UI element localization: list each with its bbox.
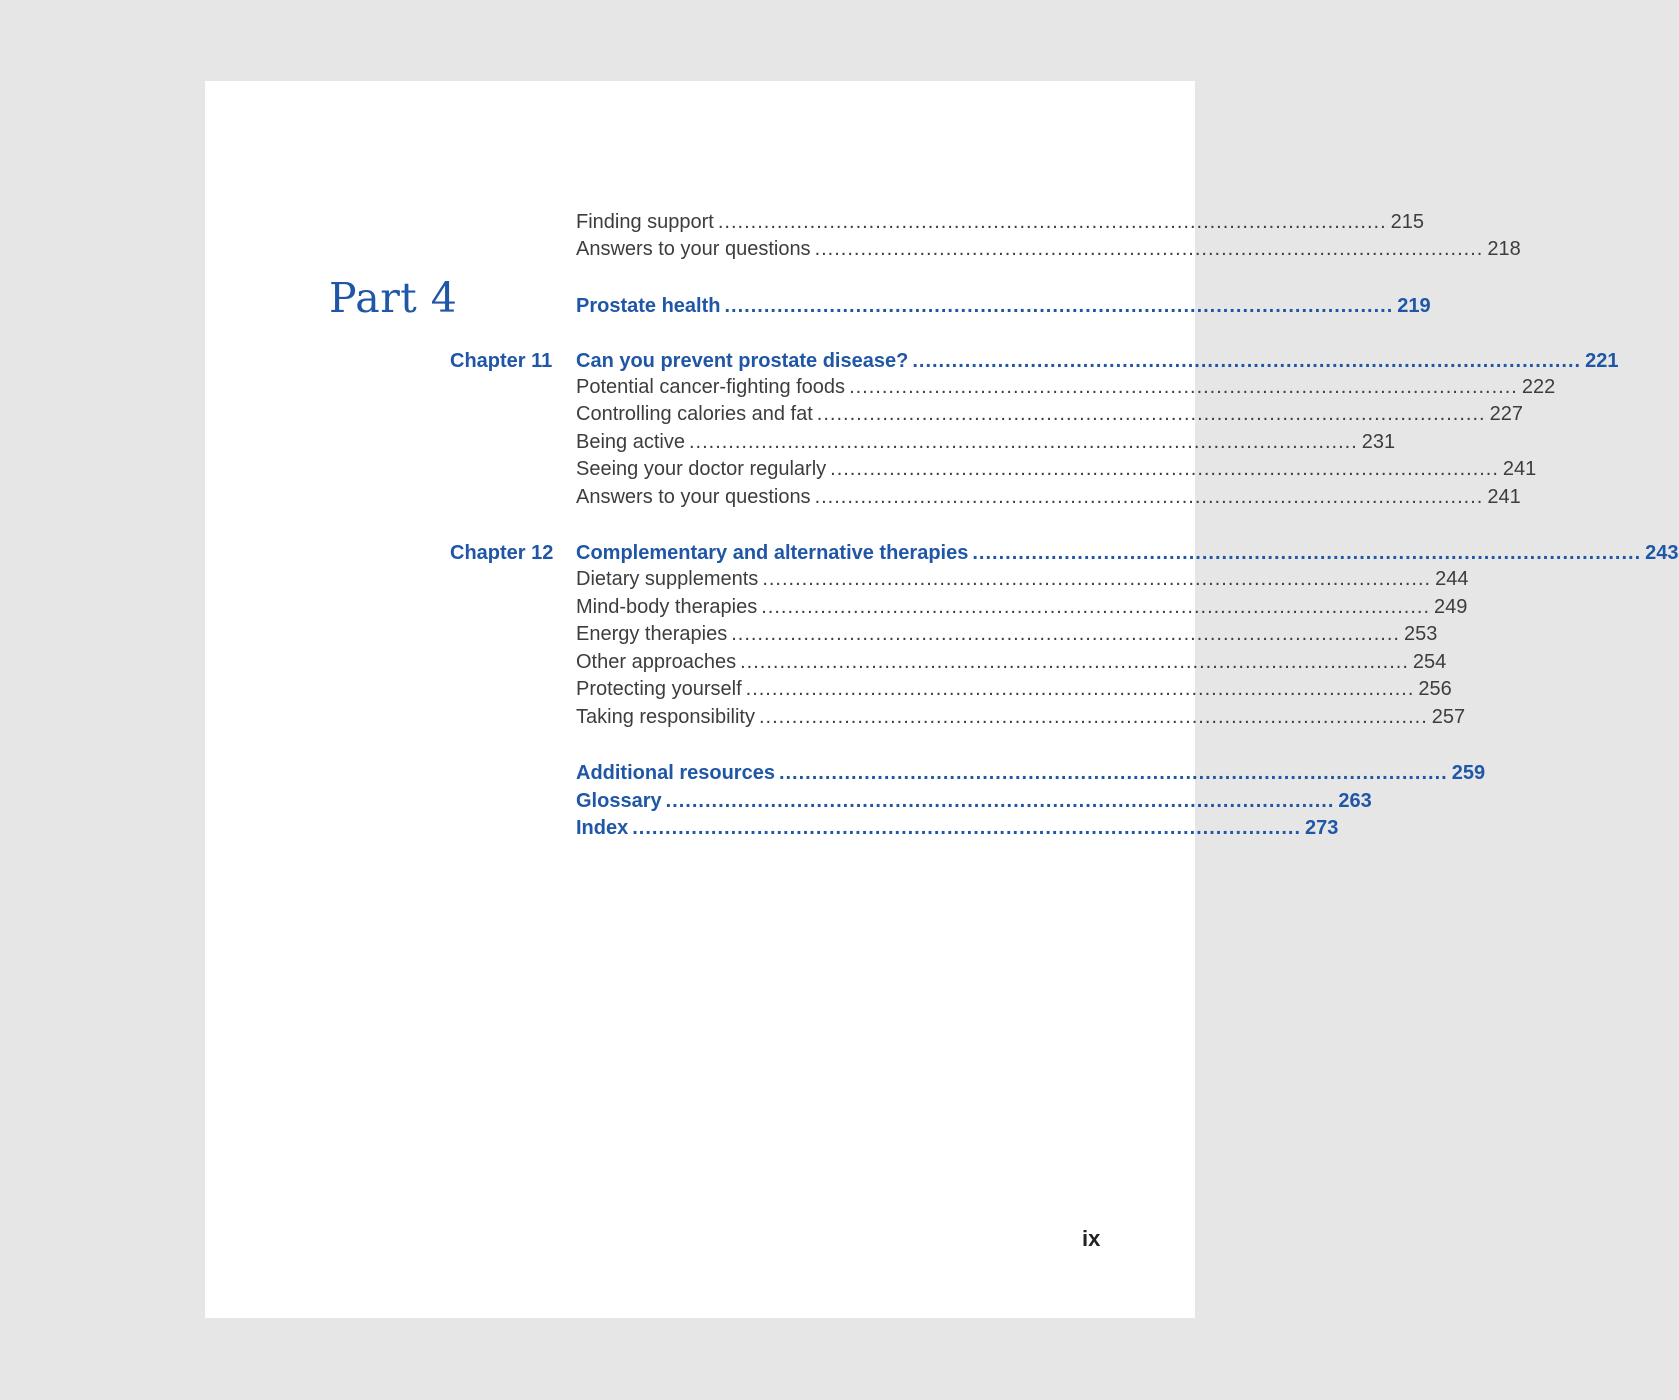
toc-entry-title: Taking responsibility <box>576 706 755 728</box>
toc-entry-title: Seeing your doctor regularly <box>576 458 827 480</box>
toc-entry-page: 218 <box>1487 238 1521 260</box>
toc-entry-title: Protecting yourself <box>576 678 742 700</box>
chapter-11-label: Chapter 11 <box>450 350 553 372</box>
toc-entry-title: Complementary and alternative therapies <box>576 542 969 564</box>
toc-entry-chapter-11-title[interactable] <box>576 350 1619 377</box>
toc-entry-page: 256 <box>1418 678 1452 700</box>
toc-entry-title: Glossary <box>576 790 662 812</box>
toc-entry-page: 231 <box>1361 431 1396 453</box>
toc-entry-dietary-supplements[interactable] <box>576 568 1469 595</box>
dot-leader: ...................................................................................................... <box>814 486 1484 508</box>
toc-entry-page: 254 <box>1412 651 1447 673</box>
dot-leader: ...................................................................................................... <box>632 817 1302 839</box>
toc-entry-page: 221 <box>1585 350 1619 372</box>
dot-leader: ...................................................................................................... <box>849 376 1518 398</box>
chapter-12-label: Chapter 12 <box>450 542 554 564</box>
toc-entry-title: Additional resources <box>576 762 775 784</box>
toc-entry-page: 243 <box>1645 542 1679 564</box>
toc-entry-title: Energy therapies <box>576 623 728 645</box>
dot-leader: ...................................................................................................... <box>731 623 1400 645</box>
toc-entry-page: 227 <box>1489 403 1523 425</box>
toc-entry-chapter-12-title[interactable] <box>576 542 1679 569</box>
toc-entry-additional-resources[interactable] <box>576 762 1486 789</box>
toc-entry-page: 222 <box>1521 376 1556 398</box>
toc-entry-title: Answers to your questions <box>576 486 811 508</box>
toc-entry-title: Potential cancer-fighting foods <box>576 376 846 398</box>
toc-entry-finding-support[interactable] <box>576 211 1425 238</box>
toc-entry-title: Can you prevent prostate disease? <box>576 350 909 372</box>
toc-entry-title: Controlling calories and fat <box>576 403 813 425</box>
toc-entry-answers-1[interactable] <box>576 238 1521 265</box>
part-title: Part 4 <box>329 274 458 322</box>
toc-entry-title: Other approaches <box>576 651 737 673</box>
dot-leader: ...................................................................................................... <box>830 458 1499 480</box>
toc-entry-title: Finding support <box>576 211 714 233</box>
toc-entry-mind-body[interactable] <box>576 596 1468 623</box>
toc-entry-title: Answers to your questions <box>576 238 811 260</box>
toc-entry-page: 259 <box>1451 762 1486 784</box>
dot-leader: ...................................................................................................... <box>814 238 1484 260</box>
dot-leader: ...................................................................................................... <box>688 431 1358 453</box>
toc-entry-cancer-fighting-foods[interactable] <box>576 376 1556 403</box>
dot-leader: ...................................................................................................... <box>778 762 1448 784</box>
toc-entry-title: Being active <box>576 431 685 453</box>
toc-entry-index[interactable] <box>576 817 1339 844</box>
toc-entry-title: Dietary supplements <box>576 568 759 590</box>
toc-entry-page: 244 <box>1435 568 1469 590</box>
toc-entry-page: 241 <box>1502 458 1537 480</box>
dot-leader: ...................................................................................................... <box>761 596 1430 618</box>
dot-leader: ...................................................................................................... <box>745 678 1415 700</box>
dot-leader: ...................................................................................................... <box>740 651 1409 673</box>
toc-entry-seeing-doctor[interactable] <box>576 458 1537 485</box>
dot-leader: ...................................................................................................... <box>816 403 1486 425</box>
dot-leader: ...................................................................................................... <box>665 790 1335 812</box>
dot-leader: ...................................................................................................... <box>972 542 1642 564</box>
toc-entry-page: 253 <box>1403 623 1438 645</box>
dot-leader: ...................................................................................................... <box>717 211 1387 233</box>
toc-entry-title: Prostate health <box>576 295 721 317</box>
toc-entry-page: 273 <box>1305 817 1339 839</box>
dot-leader: ...................................................................................................... <box>762 568 1432 590</box>
toc-entry-page: 219 <box>1397 295 1431 317</box>
toc-entry-page: 241 <box>1487 486 1521 508</box>
toc-entry-answers-2[interactable] <box>576 486 1521 513</box>
dot-leader: ...................................................................................................... <box>724 295 1394 317</box>
toc-entry-page: 249 <box>1434 596 1468 618</box>
dot-leader: ...................................................................................................... <box>758 706 1428 728</box>
toc-entry-being-active[interactable] <box>576 431 1396 458</box>
toc-entry-glossary[interactable] <box>576 790 1372 817</box>
toc-entry-title: Mind-body therapies <box>576 596 758 618</box>
toc-entry-other-approaches[interactable] <box>576 651 1447 678</box>
toc-entry-energy-therapies[interactable] <box>576 623 1438 650</box>
toc-entry-protecting-yourself[interactable] <box>576 678 1452 705</box>
toc-entry-controlling-calories[interactable] <box>576 403 1523 430</box>
toc-entry-page: 263 <box>1338 790 1372 812</box>
toc-entry-page: 215 <box>1390 211 1425 233</box>
toc-entry-title: Index <box>576 817 629 839</box>
toc-entry-page: 257 <box>1431 706 1466 728</box>
toc-entry-taking-responsibility[interactable] <box>576 706 1466 733</box>
toc-entry-prostate-health[interactable] <box>576 295 1431 322</box>
dot-leader: ...................................................................................................... <box>912 350 1582 372</box>
page-folio: ix <box>1082 1226 1101 1251</box>
